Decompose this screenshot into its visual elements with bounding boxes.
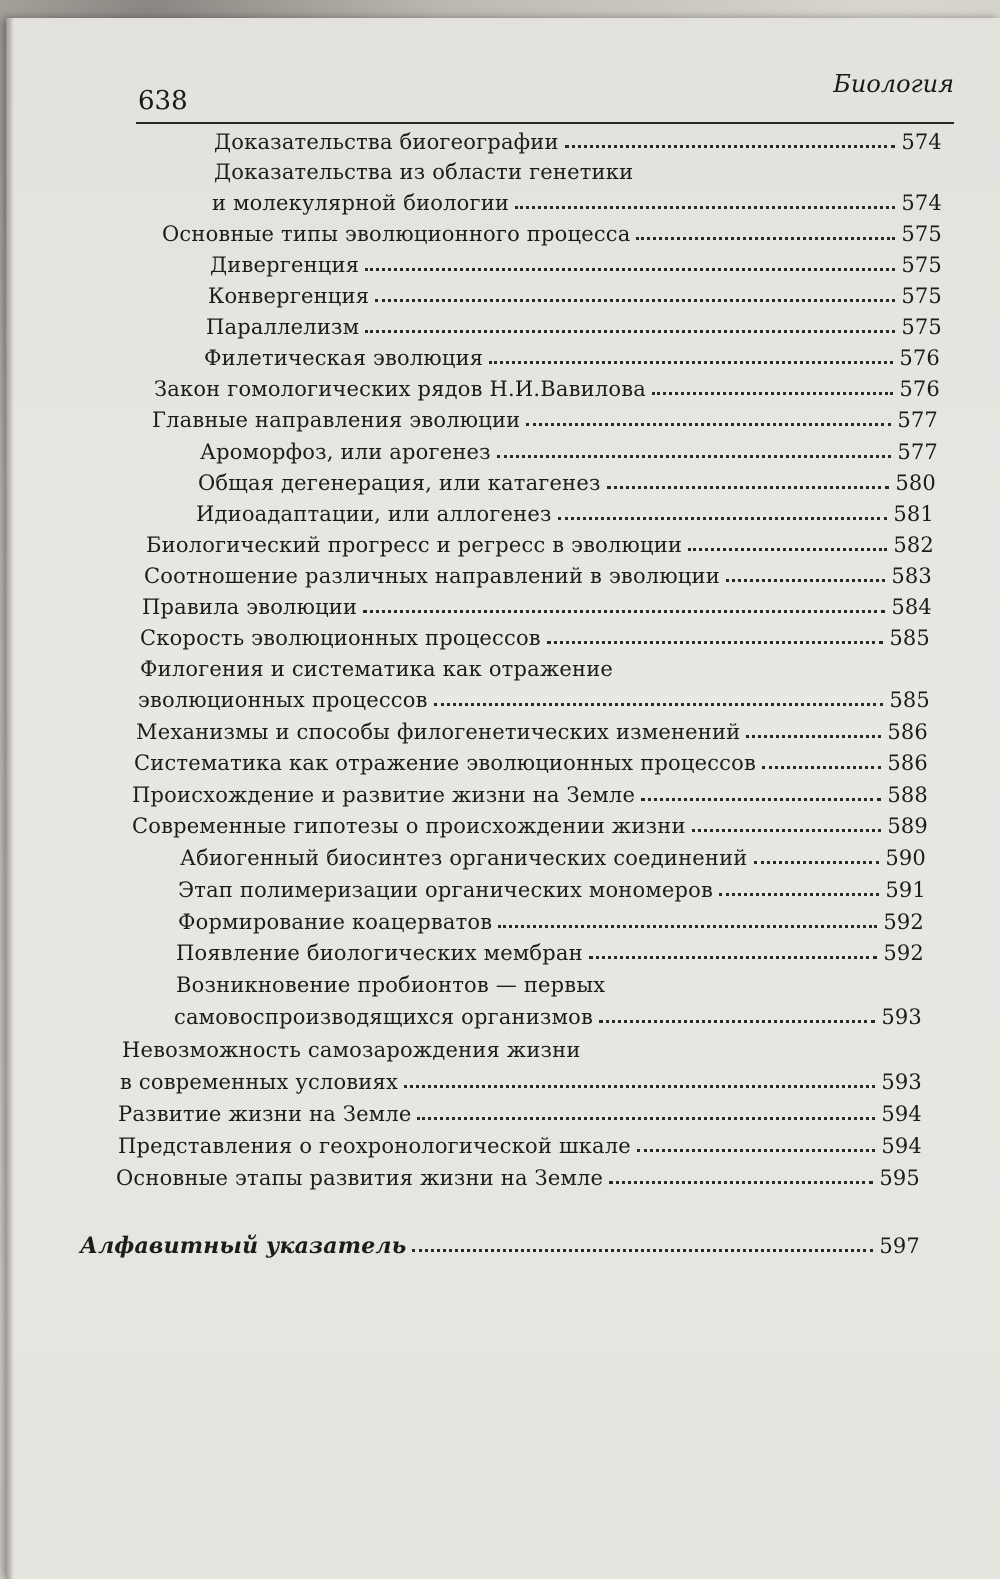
toc-entry-page: 593 [881, 1005, 922, 1029]
toc-entry-text: Филетическая эволюция [204, 346, 484, 370]
leader-dots [404, 1085, 875, 1088]
toc-entry [140, 626, 930, 650]
toc-entry [214, 130, 942, 154]
toc-entry [196, 502, 934, 526]
toc-entry [174, 1005, 922, 1029]
leader-dots [609, 1181, 873, 1184]
toc-entry-page: 575 [901, 315, 942, 339]
toc-entry-text: Представления о геохронологической шкале [118, 1134, 631, 1158]
toc-entry-page: 574 [901, 191, 942, 215]
toc-entry [118, 1134, 922, 1158]
toc-entry-text: Алфавитный указатель [80, 1233, 407, 1259]
toc-entry-page: 577 [897, 440, 938, 464]
toc-entry-text: Закон гомологических рядов Н.И.Вавилова [154, 377, 646, 401]
toc-entry [154, 377, 940, 401]
toc-entry-page: 575 [901, 222, 942, 246]
toc-entry-page: 584 [891, 595, 932, 619]
leader-dots [434, 703, 884, 706]
toc-entry-page: 589 [887, 814, 928, 838]
toc-entry [180, 846, 926, 870]
leader-dots [637, 1149, 875, 1152]
toc-entry [122, 1038, 922, 1062]
toc-entry [210, 253, 942, 277]
toc-entry [176, 941, 924, 965]
toc-entry-text: Систематика как отражение эволюционных процессов [134, 751, 756, 775]
toc-entry [118, 1102, 922, 1126]
toc-entry-page: 585 [889, 688, 930, 712]
toc-entry-text: Соотношение различных направлений в эволюции [144, 564, 720, 588]
toc-entry [132, 783, 928, 807]
toc-entry-text: Современные гипотезы о происхождении жизни [132, 814, 686, 838]
leader-dots [417, 1117, 875, 1120]
toc-entry-text: Происхождение и развитие жизни на Земле [132, 783, 636, 807]
toc-entry [138, 688, 930, 712]
leader-dots [726, 579, 885, 582]
toc-entry-text: Невозможность самозарождения жизни [122, 1038, 581, 1062]
toc-entry-page: 583 [891, 564, 932, 588]
toc-entry-page: 593 [881, 1070, 922, 1094]
leader-dots [365, 268, 895, 271]
leader-dots [365, 330, 895, 333]
leader-dots [412, 1249, 873, 1252]
toc-entry-text: Основные типы эволюционного процесса [162, 222, 631, 246]
toc-entry-page: 595 [879, 1166, 920, 1190]
toc-entry-text: Правила эволюции [142, 595, 358, 619]
leader-dots [589, 956, 878, 959]
toc-entry-text: Идиоадаптации, или аллогенез [196, 502, 552, 526]
toc-entry [208, 284, 942, 308]
toc-entry [198, 471, 936, 495]
toc-entry-text: Главные направления эволюции [152, 408, 521, 432]
leader-dots [762, 766, 881, 769]
toc-entry-page: 575 [901, 253, 942, 277]
toc-entry-page: 588 [887, 783, 928, 807]
toc-entry [162, 222, 942, 246]
toc-entry-text: Ароморфоз, или арогенез [200, 440, 491, 464]
toc-entry-text: в современных условиях [120, 1070, 398, 1094]
running-head-title: Биология [833, 70, 954, 98]
toc-entry-page: 582 [893, 533, 934, 557]
toc-entry-page: 592 [883, 910, 924, 934]
toc-entry [176, 973, 924, 997]
toc-entry-page: 590 [885, 846, 926, 870]
leader-dots [547, 641, 883, 644]
toc-entry-text: Основные этапы развития жизни на Земле [116, 1166, 604, 1190]
toc-entry-page: 580 [895, 471, 936, 495]
leader-dots [375, 299, 895, 302]
toc-entry-text: самовоспроизводящихся организмов [174, 1005, 593, 1029]
leader-dots [526, 423, 891, 426]
leader-dots [746, 735, 881, 738]
toc-entry-text: Скорость эволюционных процессов [140, 626, 541, 650]
toc-entry [136, 720, 928, 744]
leader-dots [363, 610, 885, 613]
leader-dots [515, 206, 895, 209]
toc-entry-text: Общая дегенерация, или катагенез [198, 471, 601, 495]
leader-dots [599, 1020, 875, 1023]
leader-dots [489, 361, 893, 364]
toc-entry [140, 657, 930, 681]
toc-entry [178, 910, 924, 934]
leader-dots [754, 861, 880, 864]
toc-entry-text: Формирование коацерватов [178, 910, 493, 934]
leader-dots [719, 893, 879, 896]
toc-entry [120, 1070, 922, 1094]
toc-entry-page: 576 [899, 346, 940, 370]
toc-entry [142, 595, 932, 619]
toc-entry [212, 191, 942, 215]
toc-entry-text: Филогения и систематика как отражение [140, 657, 614, 681]
toc-entry-page: 586 [887, 720, 928, 744]
toc-entry-text: Дивергенция [210, 253, 360, 277]
toc-entry-page: 577 [897, 408, 938, 432]
toc-entry-index [80, 1233, 920, 1259]
toc-entry-text: Абиогенный биосинтез органических соединений [180, 846, 748, 870]
toc-entry-text: Развитие жизни на Земле [118, 1102, 412, 1126]
toc-entry-page: 581 [893, 502, 934, 526]
toc-entry-text: и молекулярной биологии [212, 191, 510, 215]
toc-entry-text: Доказательства из области генетики [214, 160, 634, 184]
leader-dots [636, 237, 895, 240]
toc-entry [144, 564, 932, 588]
toc-entry-text: Биологический прогресс и регресс в эволюции [146, 533, 683, 557]
toc-entry-page: 591 [885, 878, 926, 902]
toc-entry-page: 594 [881, 1134, 922, 1158]
toc-entry-text: Доказательства биогеографии [214, 130, 559, 154]
leader-dots [497, 455, 891, 458]
page-number: 638 [138, 86, 188, 116]
toc-entry-page: 574 [901, 130, 942, 154]
toc-entry [204, 346, 940, 370]
toc-entry-page: 592 [883, 941, 924, 965]
toc-entry-text: Механизмы и способы филогенетических изменений [136, 720, 741, 744]
toc-entry-page: 576 [899, 377, 940, 401]
toc-entry [116, 1166, 920, 1190]
toc-entry [134, 751, 928, 775]
toc-entry-text: Конвергенция [208, 284, 370, 308]
leader-dots [641, 798, 881, 801]
toc-entry-page: 597 [879, 1234, 920, 1258]
leader-dots [607, 486, 890, 489]
toc-entry-page: 586 [887, 751, 928, 775]
toc-entry [206, 315, 942, 339]
toc-entry-text: эволюционных процессов [138, 688, 428, 712]
leader-dots [688, 548, 887, 551]
toc-entry [132, 814, 928, 838]
leader-dots [565, 145, 896, 148]
leader-dots [558, 517, 888, 520]
toc-entry-text: Параллелизм [206, 315, 360, 339]
toc-entry [146, 533, 934, 557]
leader-dots [498, 925, 877, 928]
toc-entry-text: Возникновение пробионтов — первых [176, 973, 606, 997]
toc-entry-text: Появление биологических мембран [176, 941, 583, 965]
toc-entry [200, 440, 938, 464]
toc-entry-page: 594 [881, 1102, 922, 1126]
toc-entry [178, 878, 926, 902]
toc-entry [214, 160, 942, 184]
leader-dots [692, 829, 882, 832]
leader-dots [652, 392, 893, 395]
toc-entry-text: Этап полимеризации органических мономеров [178, 878, 714, 902]
toc-entry-page: 575 [901, 284, 942, 308]
toc-entry-page: 585 [889, 626, 930, 650]
toc-entry [152, 408, 938, 432]
